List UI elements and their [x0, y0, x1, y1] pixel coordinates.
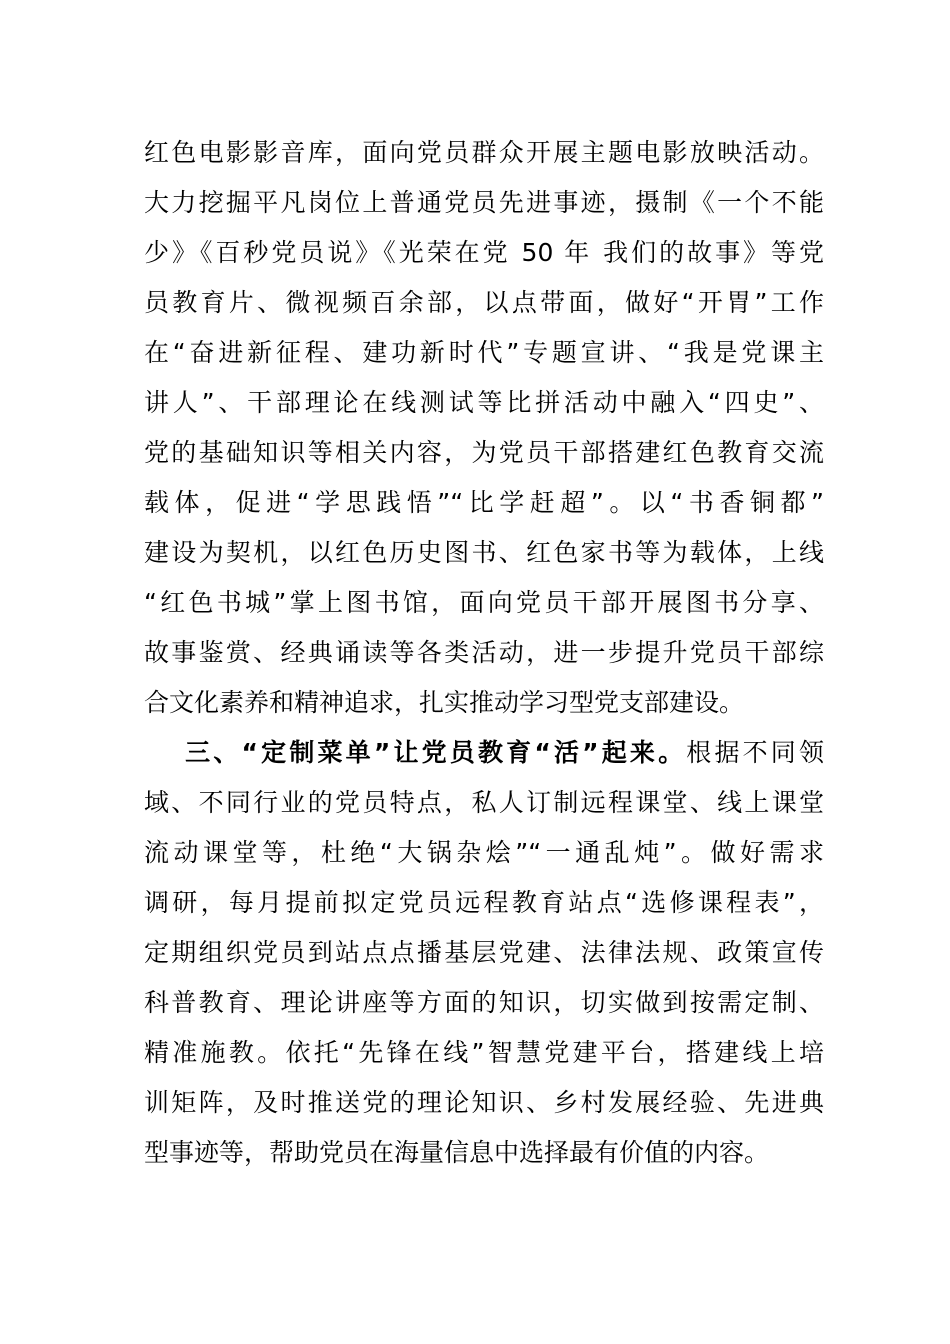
text-line: 调研，每月提前拟定党员远程教育站点“选修课程表”， [144, 888, 824, 917]
text-line: 型事迹等，帮助党员在海量信息中选择最有价值的内容。 [144, 1138, 770, 1167]
text-line: 流动课堂等，杜绝“大锅杂烩”“一通乱炖”。做好需求 [144, 838, 824, 867]
text-line: 故事鉴赏、经典诵读等各类活动，进一步提升党员干部综 [144, 638, 824, 667]
text-line: 讲人”、干部理论在线测试等比拼活动中融入“四史”、 [144, 388, 824, 417]
text-line: 大力挖掘平凡岗位上普通党员先进事迹，摄制《一个不能 [144, 188, 824, 217]
text-line: 域、不同行业的党员特点，私人订制远程课堂、线上课堂 [144, 788, 824, 817]
paragraph-1 [144, 128, 824, 728]
body-text [144, 128, 824, 1178]
text-line: 党的基础知识等相关内容，为党员干部搭建红色教育交流 [144, 438, 824, 467]
text-line: 建设为契机，以红色历史图书、红色家书等为载体，上线 [144, 538, 824, 567]
text-line: 红色电影影音库，面向党员群众开展主题电影放映活动。 [144, 138, 824, 167]
text-line: 科普教育、理论讲座等方面的知识，切实做到按需定制、 [144, 988, 824, 1017]
text-line: 训矩阵，及时推送党的理论知识、乡村发展经验、先进典 [144, 1088, 824, 1117]
text-line: 载体，促进“学思践悟”“比学赶超”。以“书香铜都” [144, 488, 824, 517]
text-line: 定期组织党员到站点点播基层党建、法律法规、政策宣传 [144, 938, 824, 967]
paragraph-2 [144, 728, 824, 1178]
text-line: 员教育片、微视频百余部，以点带面，做好“开胃”工作 [144, 288, 824, 317]
text-line: 在“奋进新征程、建功新时代”专题宣讲、“我是党课主 [144, 338, 824, 367]
heading-line-rest: 根据不同领 [686, 738, 824, 767]
text-line: “红色书城”掌上图书馆，面向党员干部开展图书分享、 [144, 588, 824, 617]
text-line: 少》《百秒党员说》《光荣在党 50 年 我们的故事》等党 [144, 238, 824, 267]
text-line: 合文化素养和精神追求，扎实推动学习型党支部建设。 [144, 688, 745, 717]
section-heading: 三、“定制菜单”让党员教育“活”起来。 [182, 738, 687, 767]
text-line [144, 728, 824, 778]
text-line: 精准施教。依托“先锋在线”智慧党建平台，搭建线上培 [144, 1038, 824, 1067]
